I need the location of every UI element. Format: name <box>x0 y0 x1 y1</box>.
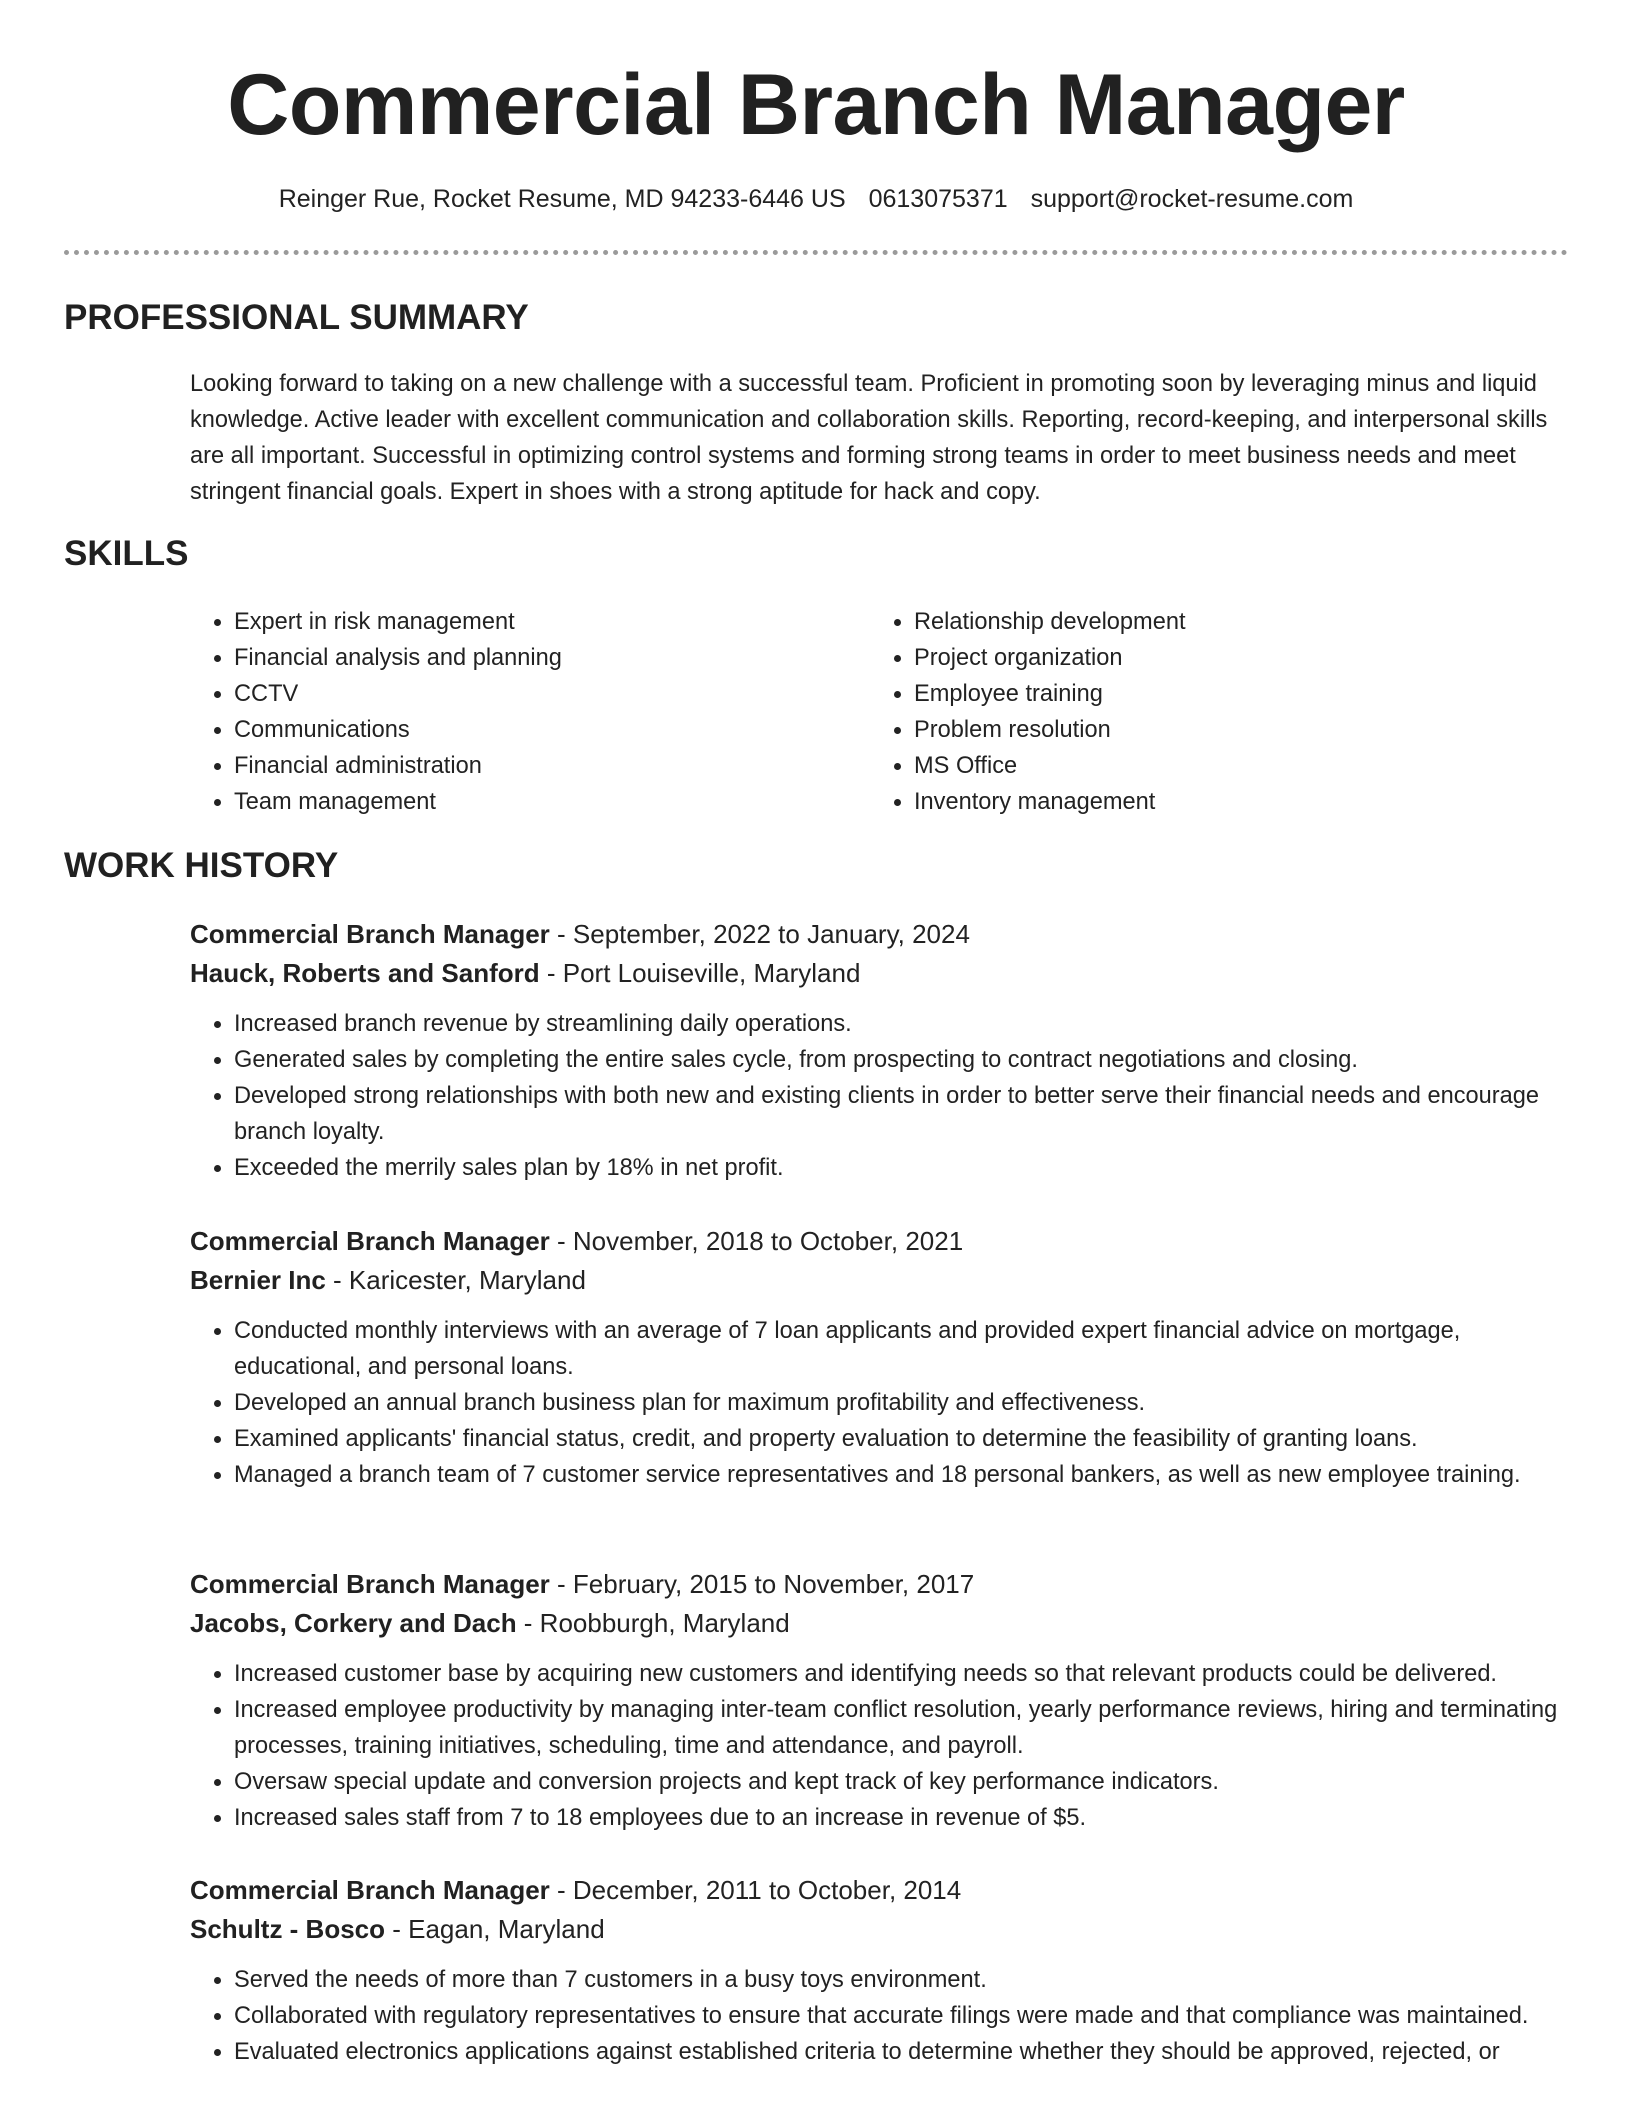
job-title: Commercial Branch Manager <box>190 919 550 949</box>
summary-text: Looking forward to taking on a new challenge with a successful team. Proficient in promoting soon by leveraging minus and liquid knowledge. Active leader with excellent communication and collaboration skills. Reporting, record-keeping, and interpersonal skills are all important. Successful in optimizing control systems and forming strong teams in order to meet business needs and meet stringent financial goals. Expert in shoes with a strong aptitude for hack and copy. <box>190 371 1548 505</box>
job-entry <box>190 1871 1580 2070</box>
skill-item: • Problem resolution <box>914 712 1534 748</box>
job-title-line <box>190 915 1580 954</box>
job-bullet: • Oversaw special update and conversion projects and kept track of key performance indicators. <box>234 1764 1580 1800</box>
skill-item: • Financial administration <box>234 748 854 784</box>
job-bullet: • Examined applicants' financial status, credit, and property evaluation to determine the feasibility of granting loans. <box>234 1421 1580 1457</box>
contact-phone: 0613075371 <box>868 185 1008 213</box>
skill-item: • CCTV <box>234 676 854 712</box>
job-title: Commercial Branch Manager <box>190 1875 550 1905</box>
job-entry <box>190 1222 1580 1493</box>
skills-list-right <box>870 604 1534 820</box>
skill-item: • Employee training <box>914 676 1534 712</box>
job-company-line <box>190 954 1580 993</box>
job-title: Commercial Branch Manager <box>190 1569 550 1599</box>
job-location: - Eagan, Maryland <box>385 1914 605 1944</box>
job-bullet: • Increased branch revenue by streamlining daily operations. <box>234 1006 1580 1042</box>
contact-address: Reinger Rue, Rocket Resume, MD 94233-6446 US <box>278 185 846 213</box>
job-company: Jacobs, Corkery and Dach <box>190 1608 517 1638</box>
contact-email: support@rocket-resume.com <box>1030 185 1354 213</box>
skill-item: • Financial analysis and planning <box>234 640 854 676</box>
skills-list-left <box>190 604 854 820</box>
job-title-line <box>190 1565 1580 1604</box>
job-bullet: • Managed a branch team of 7 customer service representatives and 18 personal bankers, as well as new employee training. <box>234 1457 1580 1493</box>
resume-name: Commercial Branch Manager <box>227 57 1405 153</box>
job-company-line <box>190 1910 1580 1949</box>
job-bullet: • Developed an annual branch business plan for maximum profitability and effectiveness. <box>234 1385 1580 1421</box>
job-title-line <box>190 1871 1580 1910</box>
job-company: Hauck, Roberts and Sanford <box>190 958 540 988</box>
section-title-work-history: WORK HISTORY <box>64 846 339 885</box>
job-entry <box>190 915 1580 1186</box>
job-title: Commercial Branch Manager <box>190 1226 550 1256</box>
job-company: Schultz - Bosco <box>190 1914 386 1944</box>
skill-item: • Communications <box>234 712 854 748</box>
job-dates: - September, 2022 to January, 2024 <box>549 919 970 949</box>
skill-item: • Project organization <box>914 640 1534 676</box>
job-bullet: • Conducted monthly interviews with an average of 7 loan applicants and provided expert financial advice on mortgage, educational, and personal loans. <box>234 1313 1580 1385</box>
job-dates: - December, 2011 to October, 2014 <box>549 1875 962 1905</box>
job-bullet: • Developed strong relationships with both new and existing clients in order to better serve their financial needs and encourage branch loyalty. <box>234 1078 1580 1150</box>
job-company-line <box>190 1261 1580 1300</box>
contact-line <box>0 181 1632 217</box>
job-bullet: • Exceeded the merrily sales plan by 18% in net profit. <box>234 1150 1580 1186</box>
skill-item: • MS Office <box>914 748 1534 784</box>
job-bullets <box>190 1962 1580 2070</box>
job-company-line <box>190 1604 1580 1643</box>
job-bullet: • Increased employee productivity by managing inter-team conflict resolution, yearly performance reviews, hiring and terminating processes, training initiatives, scheduling, time and attendance, and payroll. <box>234 1692 1580 1764</box>
job-dates: - February, 2015 to November, 2017 <box>549 1569 975 1599</box>
job-location: - Karicester, Maryland <box>325 1265 586 1295</box>
section-title-summary: PROFESSIONAL SUMMARY <box>64 298 529 337</box>
job-bullet: • Collaborated with regulatory representatives to ensure that accurate filings were made and that compliance was maintained. <box>234 1998 1580 2034</box>
skill-item: • Relationship development <box>914 604 1534 640</box>
job-bullet: • Generated sales by completing the entire sales cycle, from prospecting to contract negotiations and closing. <box>234 1042 1580 1078</box>
skill-item: • Inventory management <box>914 784 1534 820</box>
job-bullets <box>190 1656 1580 1836</box>
skill-item: • Expert in risk management <box>234 604 854 640</box>
job-entry <box>190 1565 1580 1836</box>
job-bullet: • Increased customer base by acquiring new customers and identifying needs so that relevant products could be delivered. <box>234 1656 1580 1692</box>
job-bullet: • Evaluated electronics applications against established criteria to determine whether they should be approved, rejected, or <box>234 2034 1580 2070</box>
job-company: Bernier Inc <box>190 1265 326 1295</box>
job-title-line <box>190 1222 1580 1261</box>
skill-item: • Team management <box>234 784 854 820</box>
job-dates: - November, 2018 to October, 2021 <box>549 1226 964 1256</box>
job-location: - Port Louiseville, Maryland <box>539 958 861 988</box>
job-bullets <box>190 1313 1580 1493</box>
job-bullets <box>190 1006 1580 1186</box>
job-bullet: • Increased sales staff from 7 to 18 employees due to an increase in revenue of $5. <box>234 1800 1580 1836</box>
job-bullet: • Served the needs of more than 7 customers in a busy toys environment. <box>234 1962 1580 1998</box>
header-divider <box>64 250 1568 255</box>
section-title-skills: SKILLS <box>64 534 189 573</box>
job-location: - Roobburgh, Maryland <box>516 1608 790 1638</box>
